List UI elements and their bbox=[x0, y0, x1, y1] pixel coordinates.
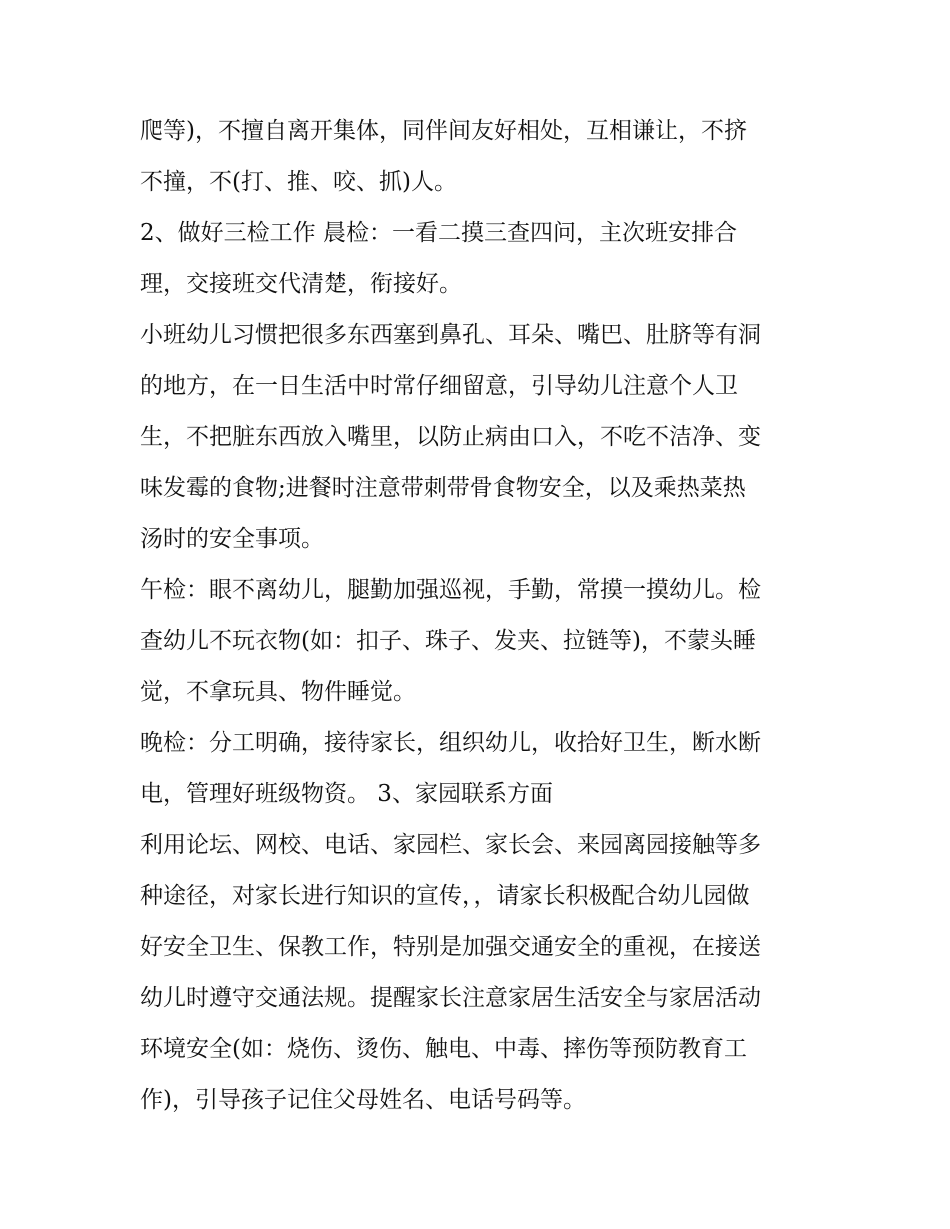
text-line: 环境安全(如：烧伤、烫伤、触电、中毒、摔伤等预防教育工 bbox=[140, 1036, 747, 1062]
text-line: 利用论坛、网校、电话、家园栏、家长会、来园离园接触等多 bbox=[140, 832, 761, 858]
text-line: 晚检：分工明确，接待家长，组织幼儿，收拾好卫生，断水断 bbox=[140, 730, 761, 756]
text-line: 理，交接班交代清楚，衔接好。 bbox=[140, 271, 462, 297]
text-line: 2、做好三检工作 晨检：一看二摸三查四问，主次班安排合 bbox=[140, 220, 737, 246]
text-line: 幼儿时遵守交通法规。提醒家长注意家居生活安全与家居活动 bbox=[140, 985, 761, 1011]
document-body bbox=[140, 106, 830, 1126]
text-line: 味发霉的食物;进餐时注意带刺带骨食物安全，以及乘热菜热 bbox=[140, 475, 746, 501]
text-line: 生，不把脏东西放入嘴里，以防止病由口入，不吃不洁净、变 bbox=[140, 424, 761, 450]
text-line: 小班幼儿习惯把很多东西塞到鼻孔、耳朵、嘴巴、肚脐等有洞 bbox=[140, 322, 761, 348]
text-line: 爬等)，不擅自离开集体，同伴间友好相处，互相谦让，不挤 bbox=[140, 118, 747, 144]
text-line: 查幼儿不玩衣物(如：扣子、珠子、发夹、拉链等)，不蒙头睡 bbox=[140, 628, 756, 654]
text-line: 觉，不拿玩具、物件睡觉。 bbox=[140, 679, 416, 705]
text-line: 种途径，对家长进行知识的宣传，，请家长积极配合幼儿园做 bbox=[140, 883, 750, 909]
text-line: 午检：眼不离幼儿，腿勤加强巡视，手勤，常摸一摸幼儿。检 bbox=[140, 577, 761, 603]
text-line: 不撞，不(打、推、咬、抓)人。 bbox=[140, 169, 457, 195]
text-line: 的地方，在一日生活中时常仔细留意，引导幼儿注意个人卫 bbox=[140, 373, 738, 399]
text-line: 电，管理好班级物资。 3、家园联系方面 bbox=[140, 781, 553, 807]
text-line: 汤时的安全事项。 bbox=[140, 526, 324, 552]
text-line: 作)，引导孩子记住父母姓名、电话号码等。 bbox=[140, 1087, 586, 1113]
text-line: 好安全卫生、保教工作，特别是加强交通安全的重视，在接送 bbox=[140, 934, 761, 960]
